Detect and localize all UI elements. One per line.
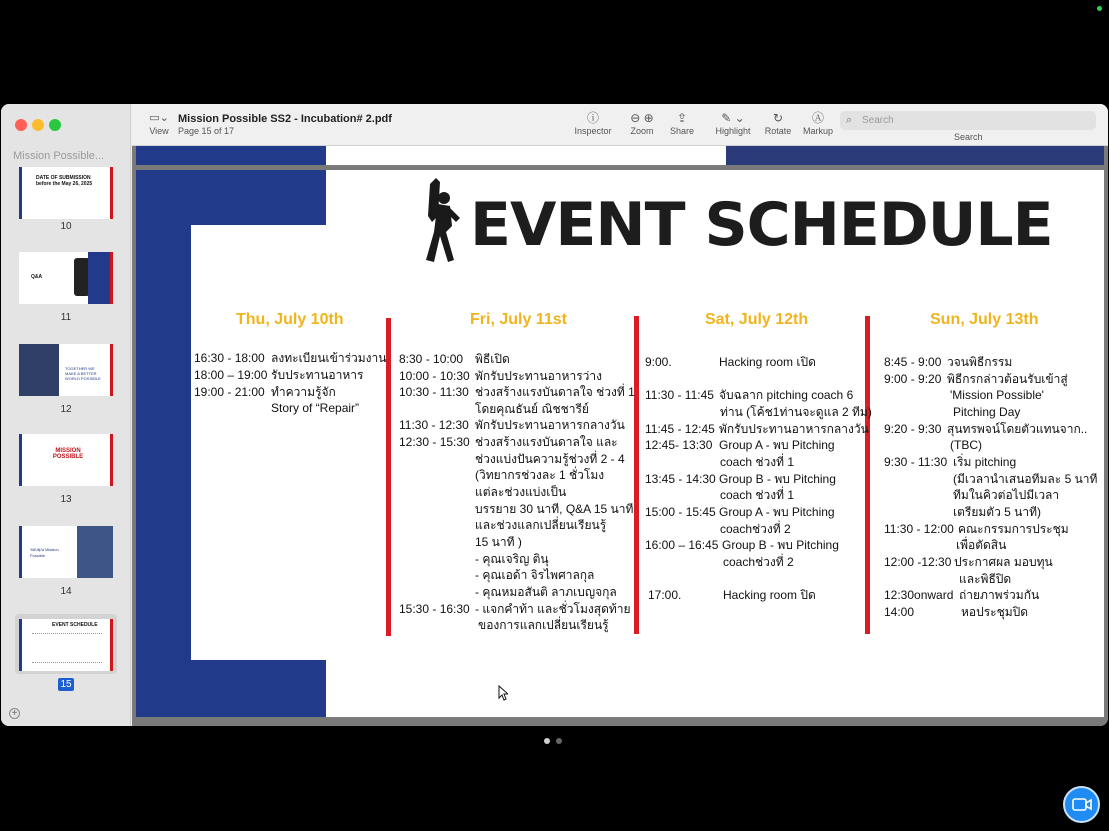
row-time: 13:45 - 14:30 [645, 472, 716, 486]
row-text: Group B - พบ Pitching [722, 538, 839, 552]
row-continuation: (มีเวลานำเสนอทีมละ 5 นาที [953, 472, 1098, 486]
schedule-row [645, 421, 869, 437]
prev-page-photo [726, 146, 1104, 165]
column-divider [865, 316, 870, 634]
row-continuation: 'Mission Possible' [950, 388, 1044, 402]
schedule-row [648, 587, 816, 603]
rotate-button[interactable] [760, 110, 796, 136]
schedule-row [645, 537, 839, 553]
page-dots [544, 731, 568, 749]
sidebar-title: Mission Possible... [13, 150, 105, 162]
slide-title: EVENT SCHEDULE [470, 190, 1053, 260]
row-continuation: 15 นาที ) [475, 535, 522, 549]
fullscreen-window-button[interactable] [49, 119, 61, 131]
row-continuation: และพิธีปิด [959, 572, 1012, 586]
schedule-row [194, 367, 363, 383]
row-continuation: - คุณเอด้า จิรไพศาลกุล [475, 568, 595, 582]
row-text: จับฉลาก pitching coach 6 [719, 388, 854, 402]
row-continuation: ทีมในคิวต่อไปมีเวลา [953, 488, 1060, 502]
thumbnail-text: TOGETHER WE MAKE A BETTER WORLD POSSIBLE [65, 366, 101, 381]
thumbnail-text: MISSION POSSIBLE [52, 448, 84, 460]
inspector-label: Inspector [574, 126, 612, 136]
mouse-cursor-icon [498, 685, 508, 701]
row-text: พักรับประทานอาหารกลางวัน [719, 422, 869, 436]
row-continuation: ของการแลกเปลี่ยนเรียนรู้ [478, 618, 609, 632]
page-dot[interactable] [556, 738, 562, 744]
prev-page-blue-block [136, 146, 326, 165]
schedule-row [645, 504, 835, 520]
highlight-button[interactable] [710, 110, 756, 136]
video-call-button[interactable] [1063, 786, 1100, 823]
row-continuation: (TBC) [950, 438, 982, 452]
day-title-thu: Thu, July 10th [236, 311, 344, 328]
row-text: Group B - พบ Pitching [719, 472, 836, 486]
row-text: ทำความรู้จัก [271, 385, 336, 399]
row-time: 12:30 - 15:30 [399, 435, 470, 449]
schedule-row [399, 434, 618, 450]
row-text: วจนพิธีกรรม [947, 355, 1013, 369]
info-icon: ⓘ [586, 111, 599, 125]
row-text: พักรับประทานอาหารกลางวัน [475, 418, 625, 432]
markup-icon: Ⓐ [811, 111, 824, 125]
schedule-row [399, 417, 625, 433]
row-time: 12:30onward [884, 588, 954, 602]
highlight-label: Highlight [715, 126, 751, 136]
row-continuation: Story of “Repair” [271, 401, 360, 415]
row-continuation: เตรียมตัว 5 นาที) [953, 505, 1042, 519]
schedule-row [884, 554, 1053, 570]
row-continuation: เพื่อตัดสิน [956, 538, 1007, 552]
thumbnail-sidebar [1, 104, 131, 726]
camera-indicator-dot [1097, 6, 1102, 11]
row-text: ลงทะเบียนเข้าร่วมงาน [271, 351, 387, 365]
row-continuation: (วิทยากรช่วงละ 1 ชั่วโมง [475, 468, 605, 482]
row-text: พิธีเปิด [475, 352, 510, 366]
minimize-window-button[interactable] [32, 119, 44, 131]
row-time: 11:45 - 12:45 [645, 422, 715, 436]
close-window-button[interactable] [15, 119, 27, 131]
schedule-row [399, 601, 631, 617]
row-continuation: และช่วงแลกเปลี่ยนเรียนรู้ [475, 518, 607, 532]
row-text: พิธีกรกล่าวต้อนรับเข้าสู่ [947, 372, 1068, 386]
row-continuation: coachช่วงที่ 2 [720, 522, 791, 536]
schedule-row [884, 421, 1087, 437]
row-time: 17:00. [648, 588, 682, 602]
row-text: ช่วงสร้างแรงบันดาลใจ และ [475, 435, 618, 449]
search-input[interactable] [840, 111, 1096, 130]
schedule-row [194, 350, 386, 366]
row-time: 16:30 - 18:00 [194, 351, 265, 365]
column-divider [634, 316, 639, 634]
thumbnail-text: Q&A [31, 274, 43, 280]
view-label: View [149, 126, 169, 136]
row-time: 10:30 - 11:30 [399, 385, 469, 399]
share-button[interactable] [665, 110, 699, 136]
rotate-icon: ↻ [772, 111, 784, 125]
day-title-sun: Sun, July 13th [930, 311, 1039, 328]
markup-label: Markup [802, 126, 833, 136]
row-continuation: ช่วงแบ่งปันความรู้ช่วงที่ 2 - 4 [475, 452, 625, 466]
zoom-icon: ⊖ ⊕ [630, 111, 654, 125]
day-title-fri: Fri, July 11st [470, 311, 567, 328]
page-indicator: Page 15 of 17 [178, 126, 235, 136]
row-time: 12:00 -12:30 [884, 555, 952, 569]
share-icon: ⇪ [676, 111, 688, 125]
current-page-badge: 15 [58, 678, 74, 691]
day-title-sat: Sat, July 12th [705, 311, 809, 328]
schedule-row [884, 354, 1012, 370]
row-continuation: - คุณหมอสันติ ลาภเบญจกุล [475, 585, 617, 599]
zoom-label: Zoom [630, 126, 654, 136]
photo-image [19, 344, 59, 396]
schedule-row [645, 437, 835, 453]
schedule-row [194, 384, 336, 400]
row-continuation: แต่ละช่วงแบ่งเป็น [475, 485, 567, 499]
schedule-row [645, 471, 836, 487]
markup-button[interactable] [800, 110, 836, 136]
photo-image [77, 526, 113, 578]
row-text: สุนทรพจน์โดยตัวแทนจาก.. [947, 422, 1088, 436]
toolbar [132, 104, 1108, 146]
row-time: 11:30 - 12:30 [399, 418, 469, 432]
row-time: 11:30 - 12:00 [884, 522, 954, 536]
row-text: หอประชุมปิด [961, 605, 1029, 619]
row-continuation: coachช่วงที่ 2 [723, 555, 794, 569]
column-divider [386, 318, 391, 636]
row-text: - แจกคำท้า และชั่วโมงสุดท้าย [475, 602, 631, 616]
document-view[interactable] [132, 146, 1108, 726]
rotate-label: Rotate [764, 126, 792, 136]
search-placeholder: Search [862, 115, 894, 126]
row-continuation: coach ช่วงที่ 1 [720, 488, 795, 502]
inspector-button[interactable] [572, 110, 614, 136]
row-time: 15:00 - 15:45 [645, 505, 716, 519]
row-text: ถ่ายภาพร่วมกัน [959, 588, 1040, 602]
slide-page [136, 170, 1104, 717]
row-time: 10:00 - 10:30 [399, 369, 470, 383]
thumbnail-text: DATE OF SUBMISSION before the May 26, 2025 [36, 175, 93, 187]
page-thumbnail-12[interactable] [19, 344, 113, 396]
row-text: Hacking room เปิด [719, 355, 816, 369]
row-text: Group A - พบ Pitching [719, 438, 835, 452]
row-time: 8:45 - 9:00 [884, 355, 942, 369]
row-text: เริ่ม pitching [953, 455, 1017, 469]
row-time: 11:30 - 11:45 [645, 388, 714, 402]
search-label: Search [954, 132, 983, 142]
thumbnail-number: 10 [60, 221, 72, 232]
schedule-row [399, 368, 602, 384]
video-camera-icon [1065, 788, 1098, 821]
blue-block [88, 252, 110, 304]
row-time: 9:00 - 9:20 [884, 372, 942, 386]
row-continuation: บรรยาย 30 นาที, Q&A 15 นาที [475, 502, 634, 516]
thumbnail-number: 11 [60, 312, 72, 323]
share-label: Share [669, 126, 695, 136]
row-time: 9:30 - 11:30 [884, 455, 948, 469]
row-text: ช่วงสร้างแรงบันดาลใจ ช่วงที่ 1 [475, 385, 635, 399]
row-continuation: coach ช่วงที่ 1 [720, 455, 795, 469]
schedule-row [399, 351, 510, 367]
sidebar-toggle-icon: ▭⌄ [149, 112, 169, 124]
row-time: 19:00 - 21:00 [194, 385, 265, 399]
thumbnail-number: 13 [60, 494, 72, 505]
thumbnail-text: ขอบคุณ Mission Possible [30, 547, 59, 558]
schedule-row [884, 587, 1039, 603]
schedule-row [884, 454, 1016, 470]
page-thumbnail-11[interactable] [19, 252, 113, 304]
preview-window [1, 104, 1108, 726]
row-time: 14:00 [884, 605, 915, 619]
row-text: ประกาศผล มอบทุน [954, 555, 1053, 569]
row-time: 9:20 - 9:30 [884, 422, 942, 436]
row-time: 9:00. [645, 355, 672, 369]
row-continuation: โดยคุณธันย์ ณิชชารีย์ [475, 402, 589, 416]
page-thumbnail-14[interactable] [19, 526, 113, 578]
previous-page-edge [136, 146, 1104, 165]
row-text: รับประทานอาหาร [271, 368, 364, 382]
row-continuation: - คุณเจริญ ตินุ [475, 552, 549, 566]
thumbnail-number: 14 [60, 586, 72, 597]
page-thumbnail-10[interactable] [19, 167, 113, 219]
view-menu-button[interactable] [144, 110, 174, 136]
thumbnail-number: 12 [60, 404, 72, 415]
schedule-row [645, 387, 853, 403]
row-time: 12:45- 13:30 [645, 438, 713, 452]
page-thumbnail-13[interactable] [19, 434, 113, 486]
document-title: Mission Possible SS2 - Incubation# 2.pdf [178, 113, 392, 125]
add-page-icon[interactable]: + [9, 708, 20, 719]
page-thumbnail-15[interactable] [19, 619, 113, 671]
row-continuation: Pitching Day [953, 405, 1021, 419]
schedule-row [884, 604, 1028, 620]
row-text: Group A - พบ Pitching [719, 505, 835, 519]
row-time: 18:00 – 19:00 [194, 368, 268, 382]
row-time: 16:00 – 16:45 [645, 538, 719, 552]
slide-white-panel [191, 225, 331, 660]
row-continuation: ท่าน (โค้ช1ท่านจะดูแล 2 ทีม) [720, 405, 872, 419]
search-icon: ⌕ [846, 114, 853, 126]
schedule-row [884, 371, 1068, 387]
schedule-row [399, 384, 635, 400]
zoom-button[interactable] [622, 110, 662, 136]
row-text: พักรับประทานอาหารว่าง [475, 369, 602, 383]
highlight-icon: ✎ ⌄ [721, 111, 745, 125]
schedule-row [645, 354, 816, 370]
row-text: Hacking room ปิด [723, 588, 816, 602]
thumbnail-text: EVENT SCHEDULE [52, 622, 98, 628]
skater-figure-icon [410, 176, 464, 266]
row-time: 15:30 - 16:30 [399, 602, 470, 616]
schedule-preview [32, 633, 102, 663]
page-dot-active[interactable] [544, 738, 550, 744]
row-text: คณะกรรมการประชุม [958, 522, 1069, 536]
row-time: 8:30 - 10:00 [399, 352, 464, 366]
schedule-row [884, 521, 1069, 537]
